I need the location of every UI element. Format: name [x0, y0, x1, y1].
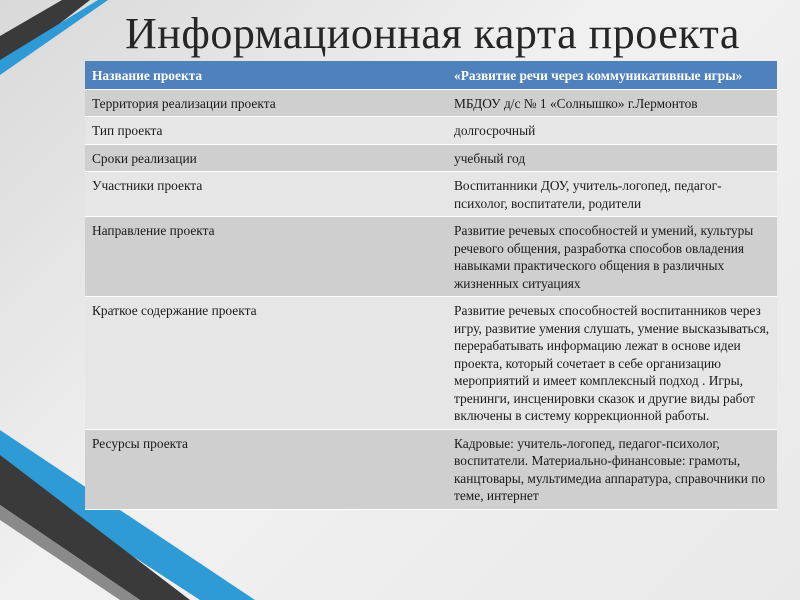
row-value: учебный год — [447, 144, 777, 172]
table-row — [85, 217, 777, 297]
row-label: Краткое содержание проекта — [85, 297, 447, 430]
table-row — [85, 429, 777, 509]
table-row — [85, 172, 777, 217]
row-label: Сроки реализации — [85, 144, 447, 172]
info-card-table — [85, 61, 777, 510]
row-value: Воспитанники ДОУ, учитель-логопед, педагог-психолог, воспитатели, родители — [447, 172, 777, 217]
table-row — [85, 144, 777, 172]
table-header-row — [85, 61, 777, 89]
row-label: Направление проекта — [85, 217, 447, 297]
row-value: Развитие речевых способностей воспитанников через игру, развитие умения слушать, умение высказываться, перерабатывать информацию лежат в основе идеи проекта, который сочетает в себе организацию мероприятий и имеет комплексный подход . Игры, тренинги, инсценировки сказок и другие виды работ включены в систему коррекционной работы. — [447, 297, 777, 430]
row-label: Участники проекта — [85, 172, 447, 217]
header-label: Название проекта — [85, 61, 447, 89]
table-row — [85, 117, 777, 145]
row-label: Тип проекта — [85, 117, 447, 145]
row-value: долгосрочный — [447, 117, 777, 145]
table-row — [85, 297, 777, 430]
row-value: Кадровые: учитель-логопед, педагог-психолог, воспитатели. Материально-финансовые: грамоты, канцтовары, мультимедиа аппаратура, справочники по теме, интернет — [447, 429, 777, 509]
header-value: «Развитие речи через коммуникативные игры» — [447, 61, 777, 89]
row-value: Развитие речевых способностей и умений, культуры речевого общения, разработка способов овладения навыками практического общения в различных жизненных ситуациях — [447, 217, 777, 297]
slide-title: Информационная карта проекта — [125, 9, 740, 58]
row-label: Ресурсы проекта — [85, 429, 447, 509]
row-label: Территория реализации проекта — [85, 89, 447, 117]
row-value: МБДОУ д/с № 1 «Солнышко» г.Лермонтов — [447, 89, 777, 117]
table-row — [85, 89, 777, 117]
